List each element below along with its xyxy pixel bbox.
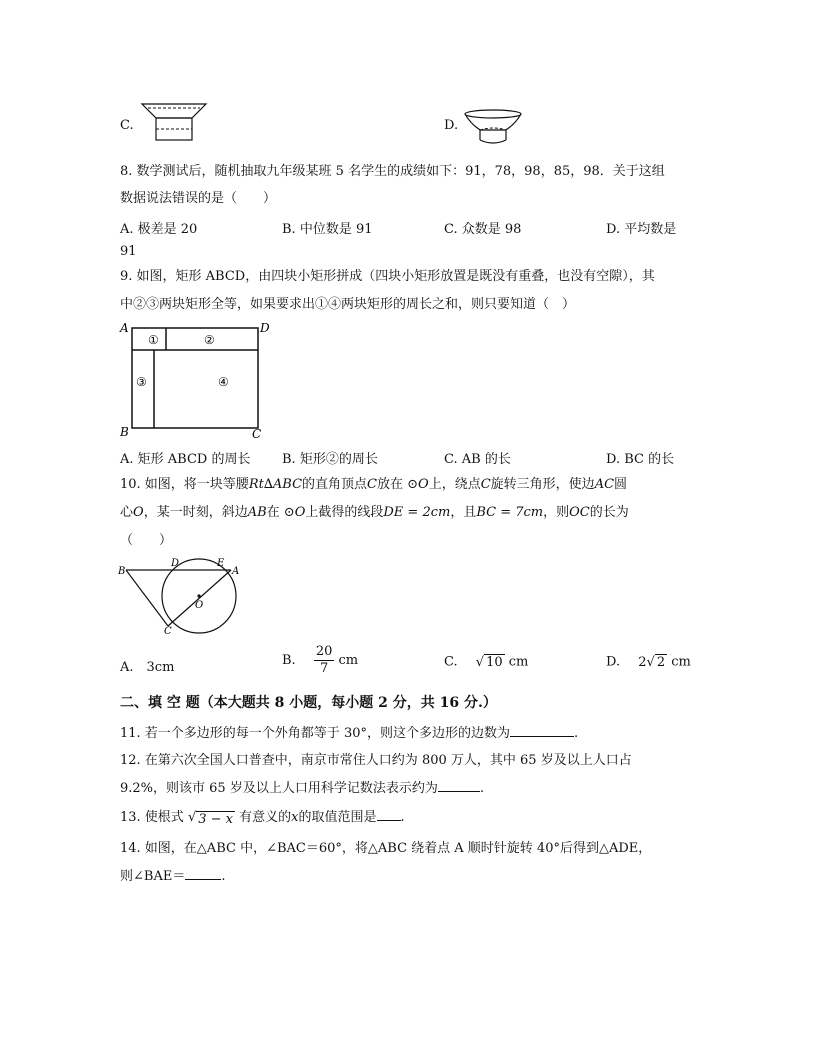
q10-option-b-fraction — [314, 644, 335, 677]
q13-mid-a: 有意义的 — [239, 810, 292, 825]
q10-l2-b: O — [133, 505, 144, 520]
q9-label-b: B — [120, 425, 129, 439]
q13-mid-b: 的取值范围是 — [298, 810, 377, 825]
q10-option-b-denominator: 7 — [319, 661, 329, 676]
q7-option-c-label: C. — [120, 118, 134, 133]
q10-l2-j: BC = 7cm — [476, 505, 544, 520]
q10-label-c: C — [164, 626, 172, 636]
q10-option-d — [606, 654, 691, 670]
q8-option-d: D. 平均数是 — [606, 222, 677, 237]
q10-label-o: O — [195, 600, 204, 611]
q10-label-b: B — [118, 566, 126, 577]
q7-option-d-figure — [462, 108, 524, 148]
q10-l1-h: C — [480, 477, 491, 492]
q14-text-line1: 14. 如图，在△ABC 中，∠BAC＝60°，将△ABC 绕着点 A 顺时针旋转 40°后得到△ADE， — [120, 841, 652, 856]
q8-option-a: A. 极差是 20 — [120, 222, 198, 237]
q10-l1-f: O — [418, 477, 429, 492]
q9-option-c: C. AB 的长 — [444, 452, 511, 467]
q13-radical — [188, 809, 235, 827]
q10-option-d-coef: 2 — [638, 654, 647, 670]
q7-option-c-figure — [140, 100, 210, 148]
q9-region-3: ③ — [136, 375, 147, 389]
q14-question: 则∠BAE＝ — [120, 869, 186, 884]
q10-l2-f: O — [294, 505, 306, 520]
q9-region-2: ② — [204, 333, 215, 347]
q10-option-b-label: B. — [282, 653, 296, 668]
q10-l1-d: C — [367, 477, 377, 492]
q10-l2-l: OC — [569, 505, 590, 520]
q10-text-line2 — [120, 504, 629, 522]
q10-l2-h: DE = 2cm — [383, 505, 451, 520]
q10-label-e: E — [217, 558, 225, 569]
q14-text-line2 — [120, 867, 225, 886]
q10-label-d: D — [171, 558, 180, 569]
q10-label-a: A — [232, 566, 240, 577]
q12-end: . — [479, 781, 484, 796]
q12-text-line1: 12. 在第六次全国人口普查中，南京市常住人口约为 800 万人，其中 65 岁及以上人口占 — [120, 753, 632, 768]
q11-text — [120, 724, 578, 743]
q10-l2-c: ，某一时刻，斜边 — [143, 505, 248, 520]
q9-option-a: A. 矩形 ABCD 的周长 — [120, 452, 251, 467]
q10-option-d-radicand: 2 — [656, 655, 666, 670]
q10-text-line3: （ ） — [120, 533, 173, 548]
q10-l2-i: ，且 — [450, 505, 477, 520]
q10-l1-c: 的直角顶点 — [302, 477, 368, 492]
sqrt-icon: √ — [187, 809, 197, 825]
q12-answer-blank[interactable] — [438, 779, 480, 792]
q13-var: x — [291, 810, 299, 825]
q9-label-c: C — [252, 427, 262, 441]
q13-radicand: 3 − x — [198, 811, 234, 827]
q13-end: . — [400, 810, 405, 825]
q13-prefix: 13. 使根式 — [120, 810, 184, 825]
q10-l1-k: 圆 — [614, 477, 628, 492]
q11-answer-blank[interactable] — [510, 724, 574, 737]
q10-option-b-unit: cm — [338, 653, 359, 668]
q14-end: . — [221, 869, 226, 884]
q10-option-a: A. 3cm — [120, 660, 175, 675]
q10-option-d-label: D. — [606, 654, 621, 670]
q10-option-d-unit: cm — [671, 654, 691, 670]
q9-option-d: D. BC 的长 — [606, 452, 675, 467]
q13-text — [120, 808, 405, 827]
q11-end: . — [573, 726, 579, 741]
sqrt-icon: √ — [646, 655, 655, 670]
q10-l2-g: 上截得的线段 — [305, 505, 384, 520]
q10-option-c-radical — [476, 654, 505, 670]
q9-text-line2: 中②③两块矩形全等，如果要求出①④两块矩形的周长之和，则只要知道（ ） — [120, 297, 576, 312]
q10-option-c-unit: cm — [508, 654, 529, 670]
q13-answer-blank[interactable] — [377, 808, 401, 821]
q9-label-d: D — [260, 321, 270, 335]
q10-l2-k: ，则 — [543, 505, 570, 520]
q10-l1-g: 上，绕点 — [428, 477, 481, 492]
q9-label-a: A — [120, 321, 129, 335]
q10-option-b-numerator: 20 — [315, 644, 333, 659]
q10-circle-figure — [116, 556, 246, 636]
q9-option-b: B. 矩形②的周长 — [282, 452, 378, 467]
q12-question: 9.2%，则该市 65 岁及以上人口用科学记数法表示约为 — [120, 781, 438, 796]
q10-option-b — [282, 644, 358, 677]
q10-l1-a: 10. 如图，将一块等腰 — [120, 477, 249, 492]
sqrt-icon: √ — [475, 655, 485, 670]
q10-l1-b: Rt∆ABC — [248, 477, 303, 492]
q9-rectangle-figure — [116, 318, 276, 442]
q10-l2-d: AB — [247, 505, 267, 520]
q8-option-d-continued: 91 — [120, 244, 137, 259]
q9-region-4: ④ — [218, 375, 229, 389]
q10-option-c — [444, 654, 528, 670]
q10-option-d-radical — [647, 654, 668, 670]
q10-l2-a: 心 — [120, 505, 134, 520]
q8-text-line1: 8. 数学测试后，随机抽取九年级某班 5 名学生的成绩如下：91，78，98，85，98．关于这组 — [120, 164, 665, 179]
q7-option-d-label: D. — [444, 118, 459, 133]
q8-option-b: B. 中位数是 91 — [282, 222, 373, 237]
q12-text-line2 — [120, 779, 484, 798]
q8-text-line2: 数据说法错误的是（ ） — [120, 191, 277, 206]
q10-l1-j: AC — [594, 477, 615, 492]
q10-option-c-label: C. — [444, 654, 458, 670]
q11-question: 11. 若一个多边形的每一个外角都等于 30°，则这个多边形的边数为 — [120, 726, 510, 741]
q10-l2-m: 的长为 — [589, 505, 629, 520]
q9-text-line1: 9. 如图，矩形 ABCD，由四块小矩形拼成（四块小矩形放置是既没有重叠，也没有空隙），其 — [120, 269, 655, 284]
q14-answer-blank[interactable] — [185, 867, 221, 880]
q10-text-line1 — [120, 476, 627, 494]
q8-option-c: C. 众数是 98 — [444, 222, 522, 237]
section2-heading: 二、填 空 题（本大题共 8 小题，每小题 2 分，共 16 分.） — [120, 695, 497, 711]
q10-l2-e: 在 ⊙ — [266, 505, 295, 520]
q10-l1-i: 旋转三角形，使边 — [490, 477, 595, 492]
q9-region-1: ① — [148, 333, 159, 347]
q10-l1-e: 放在 ⊙ — [377, 477, 419, 492]
q10-option-c-radicand: 10 — [486, 655, 503, 670]
